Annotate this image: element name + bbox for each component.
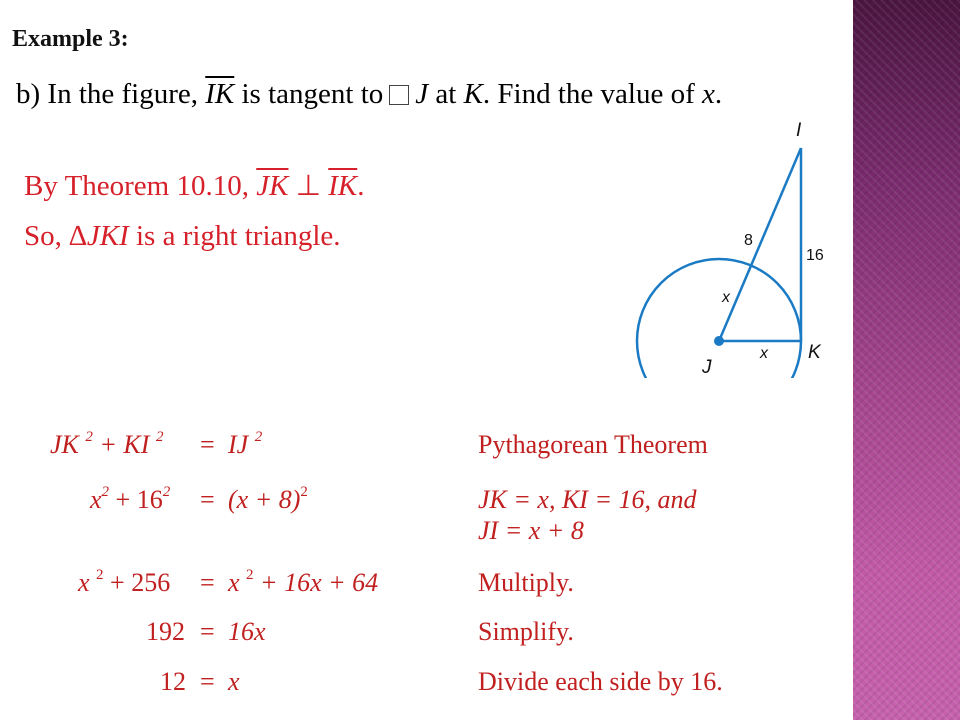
label-x-radius: x (760, 345, 768, 362)
step3-eq: = (200, 568, 215, 597)
problem-mid: is tangent to (241, 78, 384, 110)
reason-line-2 (24, 220, 341, 253)
step4-eq: = (200, 617, 215, 646)
reason-right-triangle: is a right triangle. (136, 220, 341, 252)
label-8: 8 (744, 232, 753, 249)
step1-exp2: 2 (155, 429, 164, 445)
step3-16x-64: + 16x + 64 (260, 568, 379, 597)
problem-prefix: b) In the figure, (16, 78, 198, 110)
label-16: 16 (806, 247, 824, 264)
circle-j (637, 259, 801, 378)
hypotenuse-ji (719, 148, 801, 341)
label-k: K (808, 342, 821, 363)
problem-suffix: . Find the value of (482, 78, 695, 110)
perp-symbol: ⊥ (295, 170, 321, 202)
step2-reason-b: JI = x + 8 (478, 516, 584, 545)
step1-exp3: 2 (254, 429, 263, 445)
step5-lhs: 12 (160, 667, 186, 696)
step2-16: + 16 (115, 485, 163, 514)
step3-exp1: 2 (96, 567, 104, 583)
label-x-hyp: x (722, 289, 730, 306)
step3-x: x (78, 568, 90, 597)
problem-statement (16, 78, 722, 111)
step1-ki: + KI (99, 430, 150, 459)
slide-title: Example 3: (12, 26, 129, 52)
step4-reason: Simplify. (478, 617, 574, 646)
problem-at: at (435, 78, 457, 110)
problem-end: . (714, 78, 723, 110)
step1-lhs (50, 430, 163, 460)
step2-x: x (90, 485, 102, 514)
circle-label: J (415, 78, 429, 110)
step3-reason: Multiply. (478, 568, 574, 597)
geometry-figure (620, 118, 850, 378)
step2-exp2: 2 (162, 484, 171, 500)
step2-exp1: 2 (101, 484, 110, 500)
step3-x2: x (228, 568, 240, 597)
step3-lhs (78, 568, 170, 598)
theorem-ref: By Theorem 10.10, (24, 170, 249, 202)
label-i: I (796, 120, 802, 141)
step5-eq: = (200, 667, 215, 696)
step1-exp1: 2 (85, 429, 93, 445)
step2-eq: = (200, 485, 215, 514)
step1-jk: JK (50, 430, 79, 459)
segment-jk: $\overline{JK}$ (256, 170, 289, 202)
step2-rhs (228, 485, 308, 515)
step3-rhs (228, 568, 378, 598)
step2-x-plus-8: (x + 8) (228, 485, 301, 514)
circle-symbol-icon (389, 85, 409, 105)
step5-rhs: x (228, 667, 240, 696)
step2-reason-a: JK = x, KI = 16, and (478, 485, 697, 514)
step5-reason: Divide each side by 16. (478, 667, 723, 696)
step2-exp3: 2 (300, 484, 308, 500)
step4-rhs: 16x (228, 617, 266, 646)
center-point (714, 336, 724, 346)
decorative-sidebar (853, 0, 960, 720)
step3-256: + 256 (110, 568, 171, 597)
segment-ik: $\overline{IK}$ (205, 78, 235, 110)
problem-var: x (702, 78, 715, 110)
reason-line-1-end: . (357, 170, 365, 202)
label-j: J (702, 357, 712, 378)
reason-so: So, ∆ (24, 220, 87, 252)
step4-lhs: 192 (146, 617, 185, 646)
reason-line-1 (24, 168, 364, 203)
step3-exp2: 2 (246, 567, 254, 583)
step2-lhs (90, 485, 170, 515)
step1-rhs (228, 430, 262, 460)
step1-ij: IJ (228, 430, 249, 459)
step1-reason: Pythagorean Theorem (478, 430, 708, 459)
triangle-name: JKI (86, 220, 129, 252)
tangent-point: K (463, 78, 483, 110)
step1-eq: = (200, 430, 215, 459)
segment-ik-2: $\overline{IK}$ (328, 170, 358, 202)
